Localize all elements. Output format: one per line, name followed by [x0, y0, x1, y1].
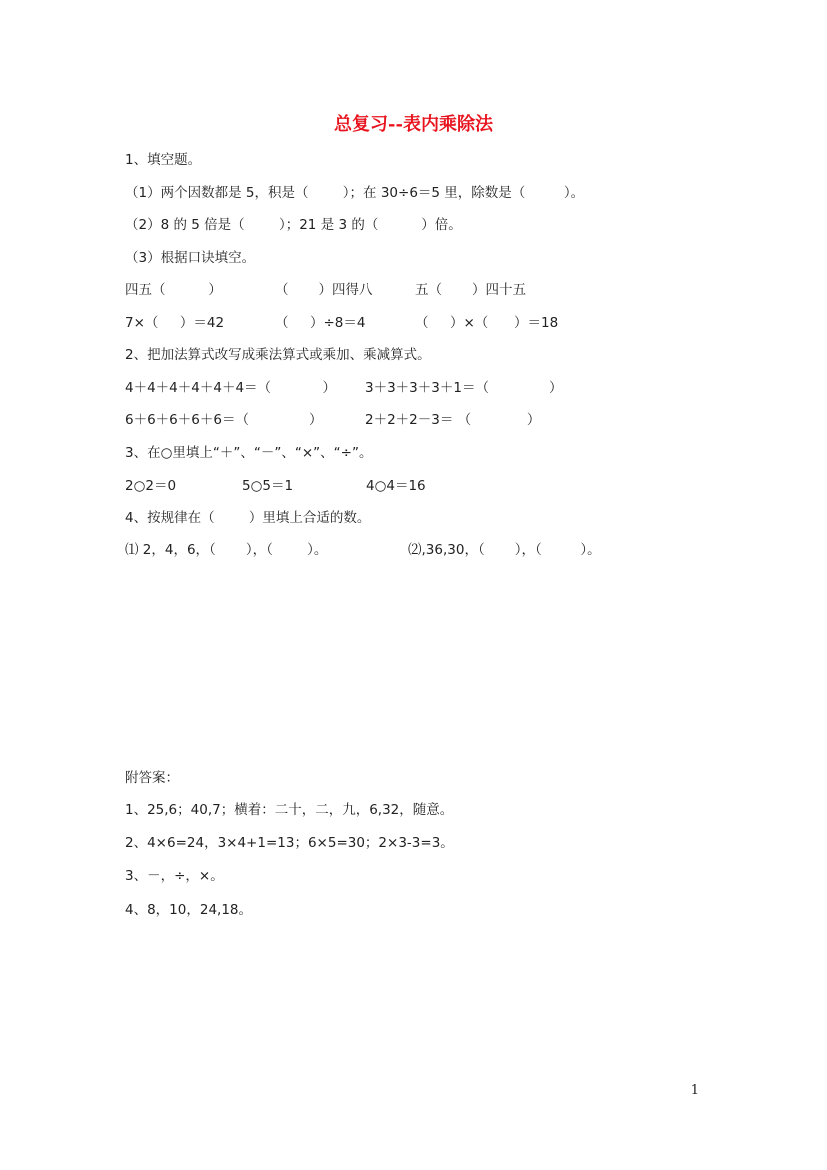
q2-row2: [125, 410, 685, 430]
page-title: 总复习--表内乘除法: [334, 114, 493, 135]
page-number: 1: [690, 1083, 699, 1098]
q1-row2: [125, 313, 685, 333]
q2-row2-item: 2＋2＋2－3＝ （ ）: [365, 412, 541, 428]
answer-3: 3、－，÷，×。: [125, 868, 224, 884]
q2-row2-item: 6＋6＋6＋6＋6＝（ ）: [125, 412, 323, 428]
q1-part1: （1）两个因数都是 5，积是（ ）；在 30÷6＝5 里，除数是（ ）。: [125, 185, 585, 201]
q2-row1-item: 4＋4＋4＋4＋4＋4＝（ ）: [125, 380, 337, 396]
q1-row1-item: （ ）四得八: [275, 282, 373, 298]
q3-item: 5○5＝1: [242, 478, 294, 494]
q3-row: [125, 476, 685, 496]
q2-row1-item: 3＋3＋3＋3＋1＝（ ）: [365, 380, 563, 396]
answer-4: 4、8，10，24,18。: [125, 902, 253, 918]
q1-row1-item: 四五（ ）: [125, 282, 222, 298]
q1-row1-item: 五（ ）四十五: [415, 282, 527, 298]
answer-2: 2、4×6=24，3×4+1=13；6×5=30；2×3-3=3。: [125, 835, 454, 851]
q3-heading: 3、在○里填上“＋”、“－”、“×”、“÷”。: [125, 445, 373, 461]
q1-heading: 1、填空题。: [125, 152, 202, 168]
q4-item: ⑴ 2，4，6，（ ），（ ）。: [125, 542, 328, 558]
q1-row1: [125, 280, 685, 300]
answers-heading: 附答案：: [125, 770, 179, 786]
q1-row2-item: （ ）×（ ）＝18: [415, 315, 559, 331]
q4-item: ⑵,36,30，（ ），（ ）。: [408, 542, 601, 558]
q1-part2: （2）8 的 5 倍是（ ）；21 是 3 的（ ）倍。: [125, 217, 462, 233]
q1-row2-item: 7×（ ）＝42: [125, 315, 225, 331]
q4-heading: 4、按规律在（ ）里填上合适的数。: [125, 510, 371, 526]
answer-1: 1、25,6；40,7；横着：二十，二，九，6,32，随意。: [125, 802, 454, 818]
q2-row1: [125, 378, 685, 398]
q3-item: 2○2＝0: [125, 478, 177, 494]
q2-heading: 2、把加法算式改写成乘法算式或乘加、乘减算式。: [125, 347, 431, 363]
q1-row2-item: （ ）÷8＝4: [275, 315, 366, 331]
q4-row: [125, 540, 685, 560]
q1-part3: （3）根据口诀填空。: [125, 250, 256, 266]
q3-item: 4○4＝16: [366, 478, 426, 494]
